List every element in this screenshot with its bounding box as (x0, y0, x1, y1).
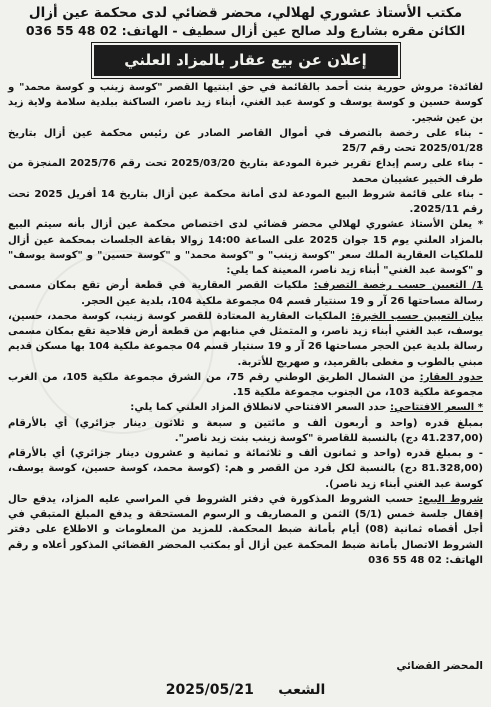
boundaries-label: حدود العقار: (419, 371, 483, 383)
authorization-paragraph: - بناء على رخصة بالتصرف في أموال القاصر الصادر عن رئيس محكمة عين أزال بتاريخ 2025/01/28 تحت رقم 25/7 (8, 127, 483, 154)
designation-text: ملكيات القصر العقارية في قطعة أرض تقع بمكان مسمى رسالة مساحتها 26 آر و 19 سنتيار قسم 04 مجموعة ملكية 104، بلدية عين الحجر. (8, 280, 483, 307)
office-header (8, 4, 483, 40)
signer: المحضر القضائي (396, 660, 483, 672)
price-zineb-paragraph: بمبلغ قدره (واحد و أربعون ألف و مائتين و سبعة و ثلاثون دينار جزائري) أي بالأرقام (41.237,00 دج) بالنسبة للقاصرة "كوسة زينب بنت زيد ناصر". (8, 417, 483, 444)
stamp-watermark (30, 250, 214, 434)
publication-date: 2025/05/21 (165, 682, 254, 698)
sale-conditions-text: حسب الشروط المذكورة في دفتر الشروط في المراسي عليه المزاد، يدفع حال إقفال جلسة خمس (5/1) الثمن و المصاريف و الرسوم المستحقة و يدفع المبلغ المتبقي في أجل أقصاه ثمانية (08) أيام بأمانة ضبط المحكمة. للمزيد من المعلومات و الاطلاع على دفتر الشروط الاتصال بأمانة ضبط المحكمة عين أزال أو بمكتب المحضر القضائي المذكور أعلاه و رقم الهاتف: 02 48 55 036 (8, 493, 483, 566)
price-others-paragraph: - و بمبلغ قدره (واحد و ثمانون ألف و ثلاثمائة و ثمانية و عشرون دينار جزائري) أي بالأرقام (81.328,00 دج) بالنسبة لكل فرد من القصر و هم: (كوسة محمد، كوسة حسين، كوسة يوسف، كوسة عبد الغني أبناء زيد ناصر). (8, 448, 483, 490)
publication-line (8, 682, 483, 698)
expertise-paragraph: - بناء على رسم إيداع تقرير خبرة المودعة بتاريخ 2025/03/20 تحت رقم 2025/76 المنجزة من طرف الخبير عشيبان محمد (8, 158, 483, 185)
expert-designation-text: الملكيات العقارية المعتادة للقصر كوسة زينب، كوسة محمد، حسين، يوسف، عبد الغني أبناء زيد ناصر، و المتمثل في منابهم من قطعة أرض فلاحية تقع بمكان مسمى رسالة بلدية عين الحجر مساحتها 26 آر و 19 سنتيار قسم 04 مجموعة ملكية 104 بها مسكن قديم مبني بالطوب و مغطى بالقرميد، و صهريج للأتربة. (8, 310, 483, 368)
office-name: مكتب الأستاذ عشوري لهلالي، محضر قضائي لدى محكمة عين أزال (28, 5, 463, 21)
announcement-title: إعلان عن بيع عقار بالمزاد العلني (94, 45, 398, 76)
newspaper-name: الشعب (278, 682, 326, 698)
sale-conditions-label: شروط البيع: (418, 493, 484, 505)
office-address: الكائن مقره بشارع ولد صالح عين أزال سطيف - الهاتف: 02 48 55 036 (25, 23, 466, 38)
sale-notice-paragraph: * يعلن الأستاذ عشوري لهلالي محضر قضائي لدى اختصاص محكمة عين أزال بأنه سيتم البيع بالمزاد العلني يوم 15 جوان 2025 على الساعة 14:00 زوالا بقاعة الجلسات بمحكمة عين أزال للملكيات العقارية الملك سعر "كوسة زينب" و "كوسة محمد" و "كوسة حسين" و "كوسة يوسف" و "كوسة عبد الغني" أبناء زيد ناصر، المعينة كما يلي: (8, 219, 483, 276)
sale-conditions-paragraph (8, 492, 483, 568)
footer (8, 660, 483, 698)
designation-label: 1/ التعيين حسب رخصة التصرف: (313, 280, 483, 292)
beneficiary-paragraph: لفائدة: مروش حورية بنت أحمد بالقائمة في حق ابنتيها القصر "كوسة زينب و كوسة محمد" و كوسة حسين و كوسة يوسف و كوسة عبد الغني، أبناء زيد ناصر، الساكنة ببلدية سلامة ولاية زيد بن عين شجير. (8, 82, 483, 124)
boundaries-text: من الشمال الطريق الوطني رقم 75، من الشرق مجموعة ملكية 105، من الغرب مجموعة ملكية 103، من الجنوب مجموعة ملكية 15. (8, 371, 483, 398)
opening-price-label: * السعر الافتتاحي: (390, 402, 483, 414)
opening-price-text: حدد السعر الافتتاحي لانطلاق المزاد العلني كما يلي: (130, 402, 391, 414)
conditions-deposit-paragraph: - بناء على قائمة شروط البيع المودعة لدى أمانة محكمة عين أزال بتاريخ 14 أفريل 2025 تحت رقم 2025/11. (8, 188, 483, 215)
expert-designation-label: بيان التعيين حسب الخبرة: (351, 310, 483, 322)
